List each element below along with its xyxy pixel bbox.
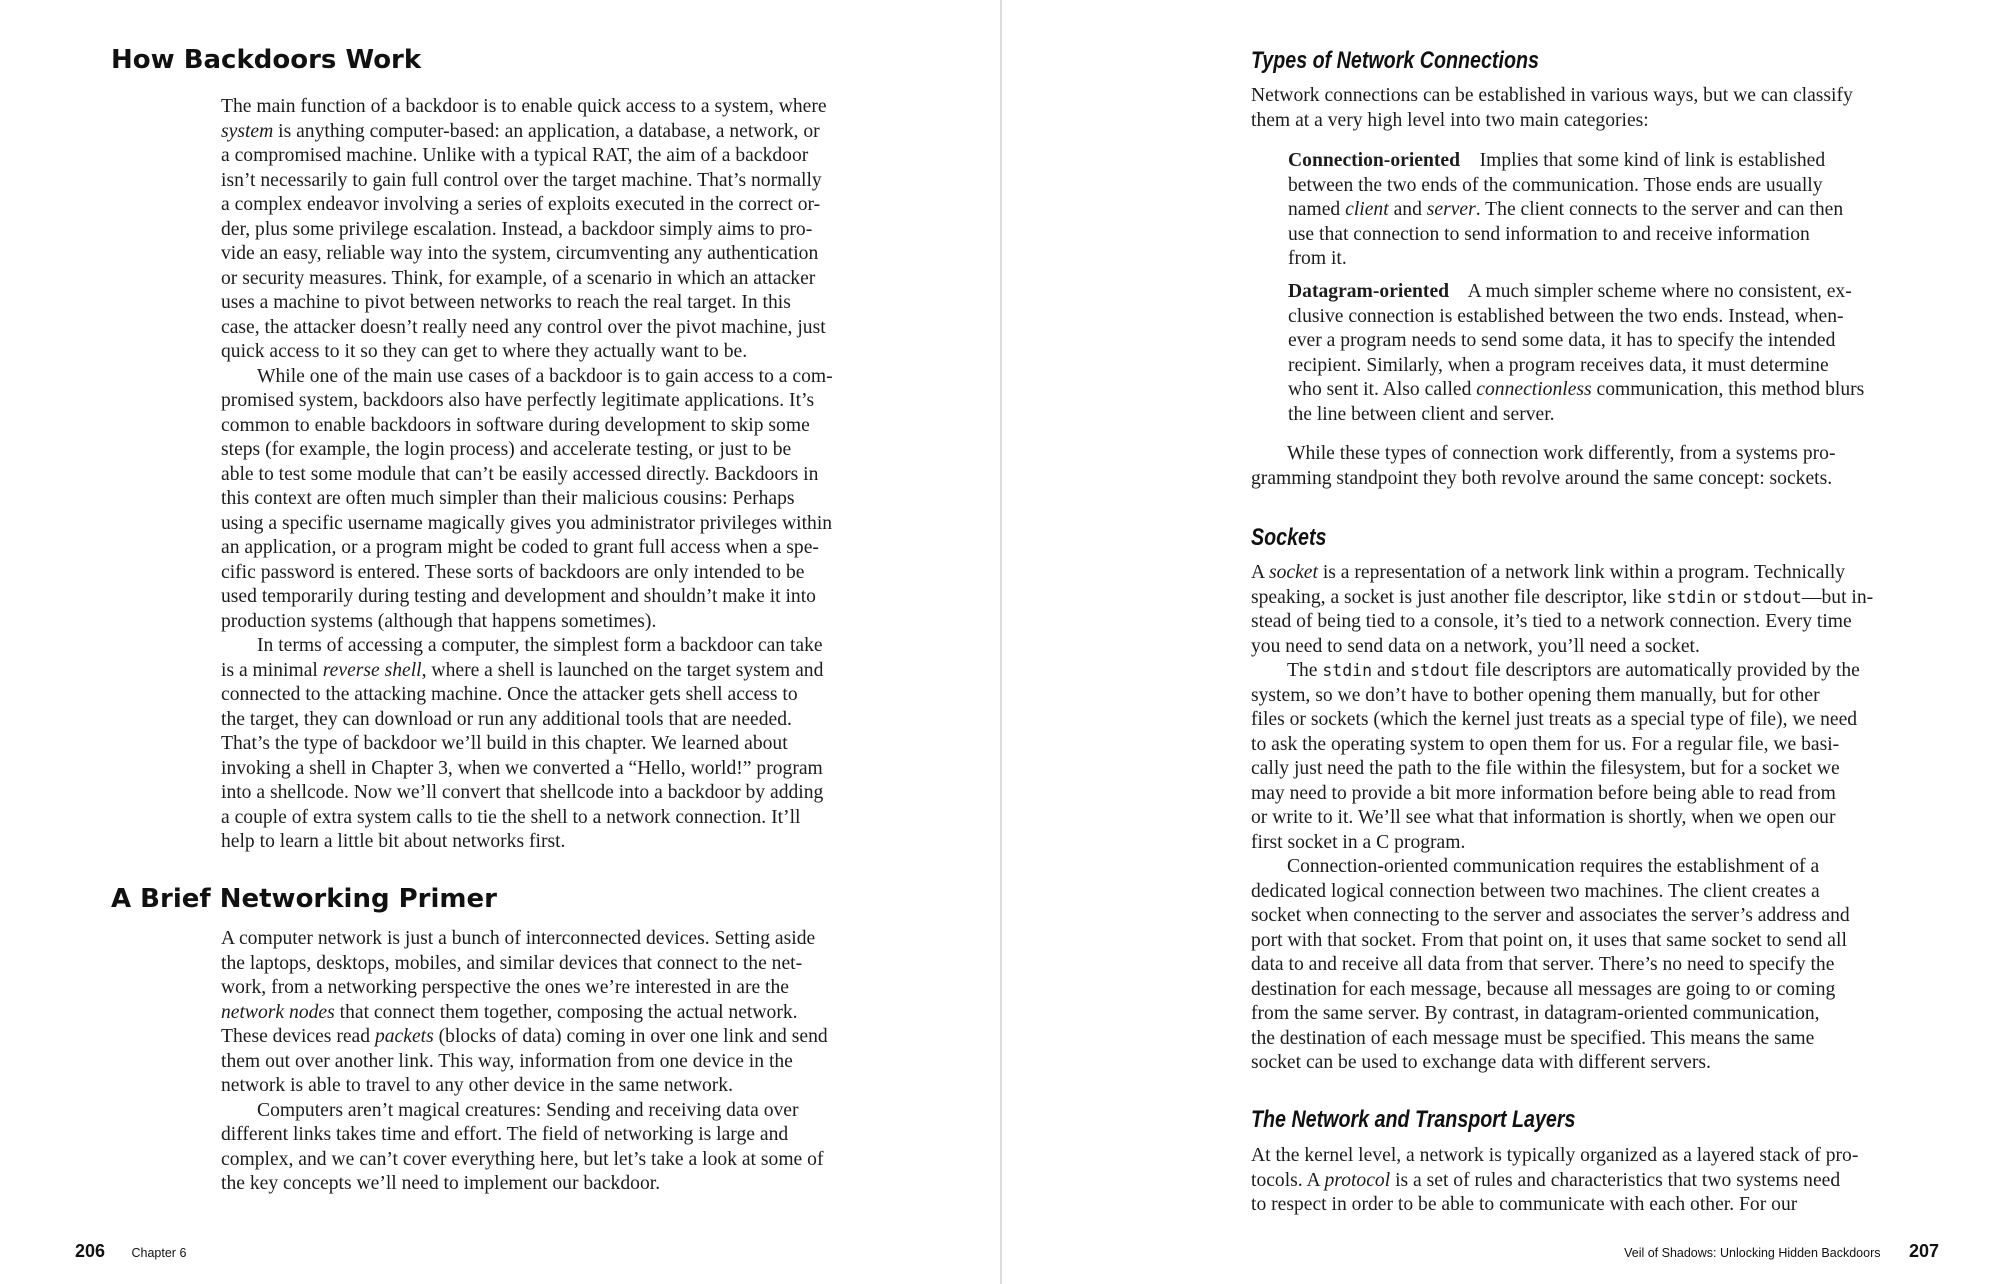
text-run: The main function of a backdoor is to enable quick access to a system, where <box>221 96 827 117</box>
text-line <box>221 585 833 610</box>
text-run: port with that socket. From that point on, it uses that same socket to send all <box>1251 929 1847 951</box>
text-run: the destination of each message must be specified. This means the same <box>1251 1027 1815 1049</box>
text-run: to respect in order to be able to communicate with each other. For our <box>1251 1194 1798 1215</box>
text-line <box>221 1074 828 1099</box>
text-run: , where a shell is launched on the target system and <box>421 659 824 681</box>
text-run: using a specific username magically gives you administrator privileges within <box>221 512 833 534</box>
definition-term: Connection-oriented <box>1288 150 1460 171</box>
emphasized-term: network nodes <box>221 1001 335 1023</box>
text-run: tocols. A <box>1251 1169 1325 1191</box>
text-run: able to test some module that can’t be easily accessed directly. Backdoors in <box>221 463 819 485</box>
text-run: you need to send data on a network, you’ll need a socket. <box>1251 635 1700 657</box>
section-heading-network-transport-layers: The Network and Transport Layers <box>1251 1106 1576 1133</box>
text-run: A <box>1251 562 1269 583</box>
text-run: communication, this method blurs <box>1591 379 1865 400</box>
text-line <box>1251 1144 1858 1169</box>
text-line <box>1251 978 1873 1003</box>
text-run: While these types of connection work differently, from a systems pro- <box>1287 443 1836 464</box>
text-run: isn’t necessarily to gain full control over the target machine. That’s normally <box>221 169 822 191</box>
text-run: Network connections can be established in various ways, but we can classify <box>1251 85 1853 106</box>
text-run: Computers aren’t magical creatures: Sending and receiving data over <box>257 1099 799 1121</box>
text-run: cally just need the path to the file within the filesystem, but for a socket we <box>1251 758 1840 779</box>
text-run: destination for each message, because all messages are going to or coming <box>1251 978 1836 1000</box>
text-line <box>221 95 833 120</box>
text-run: or security measures. Think, for example, of a scenario in which an attacker <box>221 267 816 289</box>
text-line <box>221 976 828 1001</box>
text-line <box>221 463 833 488</box>
text-run: dedicated logical connection between two machines. The client creates a <box>1251 880 1820 902</box>
text-line <box>1251 806 1873 831</box>
text-run: used temporarily during testing and development and shouldn’t make it into <box>221 586 816 607</box>
text-line <box>1251 929 1873 954</box>
emphasized-term: server <box>1426 199 1476 220</box>
section-body-sockets <box>1251 561 1873 1076</box>
text-run: or write to it. We’ll see what that information is shortly, when we open our <box>1251 807 1836 828</box>
text-line <box>221 659 833 684</box>
text-line <box>1251 1193 1858 1218</box>
text-line <box>221 952 828 977</box>
text-line <box>1288 354 1864 379</box>
text-line <box>1251 1051 1873 1076</box>
section-body-networking-primer <box>221 927 828 1197</box>
text-line <box>221 1123 828 1148</box>
text-line <box>1288 149 1843 174</box>
running-footer: Chapter 6 <box>131 1246 187 1260</box>
text-line <box>221 634 833 659</box>
text-line <box>1288 403 1864 428</box>
text-line <box>221 683 833 708</box>
text-line <box>221 365 833 390</box>
text-line <box>1251 610 1873 635</box>
text-line <box>1251 467 1835 492</box>
text-line <box>1251 84 1853 109</box>
text-run: from the same server. By contrast, in datagram-oriented communication, <box>1251 1003 1820 1024</box>
inline-code: stdout <box>1742 587 1802 607</box>
text-run: network is able to travel to any other device in the same network. <box>221 1075 733 1096</box>
text-line <box>1251 904 1873 929</box>
types-closing-paragraph <box>1251 442 1835 491</box>
text-run: use that connection to send information to and receive information <box>1288 223 1810 245</box>
text-run: invoking a shell in Chapter 3, when we converted a “Hello, world!” program <box>221 757 823 779</box>
text-run: is anything computer-based: an application, a database, a network, or <box>273 120 820 142</box>
text-line <box>221 487 833 512</box>
text-run: That’s the type of backdoor we’ll build in this chapter. We learned about <box>221 733 788 754</box>
text-run: . The client connects to the server and can then <box>1475 199 1844 220</box>
text-run: promised system, backdoors also have perfectly legitimate applications. It’s <box>221 390 815 411</box>
section-heading-types-of-connections: Types of Network Connections <box>1251 47 1539 74</box>
text-line <box>221 830 833 855</box>
text-run: help to learn a little bit about networks first. <box>221 831 566 852</box>
section-heading-how-backdoors-work: How Backdoors Work <box>111 45 422 75</box>
text-line <box>221 120 833 145</box>
section-heading-networking-primer: A Brief Networking Primer <box>111 884 497 914</box>
text-run: to ask the operating system to open them for us. For a regular file, we basi- <box>1251 733 1840 755</box>
text-run: socket when connecting to the server and associates the server’s address and <box>1251 905 1850 926</box>
text-run: them out over another link. This way, information from one device in the <box>221 1050 793 1072</box>
text-run: (blocks of data) coming in over one link and send <box>433 1026 828 1047</box>
inline-code: stdout <box>1410 661 1470 680</box>
text-line <box>1251 1002 1873 1027</box>
text-run: steps (for example, the login process) and accelerate testing, or just to be <box>221 439 792 460</box>
text-run: them at a very high level into two main categories: <box>1251 109 1649 131</box>
text-line <box>1288 223 1843 248</box>
text-line <box>221 291 833 316</box>
text-line <box>1288 305 1864 330</box>
text-run: A much simpler scheme where no consistent, ex- <box>1449 281 1852 302</box>
text-line <box>1251 733 1873 758</box>
text-run: speaking, a socket is just another file descriptor, like <box>1251 586 1667 608</box>
text-run: from it. <box>1288 248 1347 269</box>
page-number: 206 <box>75 1241 106 1261</box>
text-line <box>1288 198 1843 223</box>
text-line <box>1251 831 1873 856</box>
text-run: These devices read <box>221 1026 375 1047</box>
text-line <box>221 1050 828 1075</box>
text-run: gramming standpoint they both revolve around the same concept: sockets. <box>1251 467 1833 489</box>
text-line <box>1251 953 1873 978</box>
text-run: is a set of rules and characteristics that two systems need <box>1390 1169 1841 1191</box>
text-line <box>1288 247 1843 272</box>
text-run: case, the attacker doesn’t really need any control over the pivot machine, just <box>221 316 826 338</box>
text-run: der, plus some privilege escalation. Instead, a backdoor simply aims to pro- <box>221 218 813 240</box>
text-run: —but in- <box>1801 586 1874 608</box>
emphasized-term: reverse shell <box>322 659 422 681</box>
inline-code: stdin <box>1666 587 1717 607</box>
text-line <box>221 414 833 439</box>
text-line <box>1251 782 1873 807</box>
text-run: common to enable backdoors in software during development to skip some <box>221 414 810 436</box>
text-line <box>1251 109 1853 134</box>
text-line <box>221 781 833 806</box>
text-run: the key concepts we’ll need to implement our backdoor. <box>221 1173 661 1194</box>
section-body-network-transport-layers <box>1251 1144 1858 1218</box>
text-line <box>221 1099 828 1124</box>
text-line <box>1251 1169 1858 1194</box>
text-line <box>221 340 833 365</box>
text-line <box>221 267 833 292</box>
text-line <box>221 218 833 243</box>
text-line <box>1251 586 1873 611</box>
emphasized-term: socket <box>1268 562 1318 583</box>
text-line <box>221 1172 828 1197</box>
text-run: Implies that some kind of link is established <box>1459 150 1826 171</box>
section-heading-sockets: Sockets <box>1251 524 1327 551</box>
text-line <box>221 806 833 831</box>
text-run: an application, or a program might be coded to grant full access when a spe- <box>221 537 819 558</box>
text-run: file descriptors are automatically provided by the <box>1469 660 1860 681</box>
text-line <box>1288 329 1864 354</box>
text-line <box>1251 635 1873 660</box>
text-line <box>221 757 833 782</box>
text-run: is a minimal <box>221 659 323 681</box>
text-run: a couple of extra system calls to tie the shell to a network connection. It’ll <box>221 806 801 828</box>
text-run: complex, and we can’t cover everything here, but let’s take a look at some of <box>221 1148 824 1170</box>
text-run: While one of the main use cases of a backdoor is to gain access to a com- <box>257 365 833 387</box>
text-run: who sent it. Also called <box>1288 379 1477 400</box>
text-line <box>221 389 833 414</box>
text-run: is a representation of a network link within a program. Technically <box>1317 562 1846 583</box>
text-line <box>1251 684 1873 709</box>
text-run: cific password is entered. These sorts of backdoors are only intended to be <box>221 561 805 583</box>
page-number: 207 <box>1908 1241 1939 1261</box>
text-run: into a shellcode. Now we’ll convert that shellcode into a backdoor by adding <box>221 782 824 803</box>
text-run: may need to provide a bit more information before being able to read from <box>1251 782 1836 804</box>
text-run: connected to the attacking machine. Once the attacker gets shell access to <box>221 684 798 705</box>
text-run: the laptops, desktops, mobiles, and similar devices that connect to the net- <box>221 952 803 974</box>
inline-code: stdin <box>1322 661 1373 680</box>
text-line <box>1251 855 1873 880</box>
text-line <box>221 1001 828 1026</box>
text-run: A computer network is just a bunch of interconnected devices. Setting aside <box>221 928 816 949</box>
emphasized-term: connectionless <box>1476 379 1592 400</box>
section-body-how-backdoors-work <box>221 95 833 855</box>
text-line <box>1288 378 1864 403</box>
text-run: stead of being tied to a console, it’s tied to a network connection. Every time <box>1251 611 1852 632</box>
text-run: this context are often much simpler than their malicious cousins: Perhaps <box>221 488 795 509</box>
text-run: the target, they can download or run any additional tools that are needed. <box>221 708 792 730</box>
text-run: Connection-oriented communication requires the establishment of a <box>1287 856 1820 877</box>
emphasized-term: protocol <box>1324 1169 1391 1191</box>
text-run: first socket in a C program. <box>1251 831 1466 853</box>
text-line <box>221 242 833 267</box>
text-line <box>1251 880 1873 905</box>
text-run: or <box>1716 586 1743 608</box>
text-run: vide an easy, reliable way into the system, circumventing any authentication <box>221 243 819 264</box>
text-run: clusive connection is established between the two ends. Instead, when- <box>1288 305 1844 327</box>
text-line <box>1251 561 1873 586</box>
text-line <box>221 708 833 733</box>
text-run: ever a program needs to send some data, it has to specify the intended <box>1288 330 1836 351</box>
text-line <box>221 512 833 537</box>
text-run: socket can be used to exchange data with different servers. <box>1251 1052 1711 1073</box>
emphasized-term: client <box>1345 199 1389 220</box>
text-line <box>1251 442 1835 467</box>
definition-term: Datagram-oriented <box>1288 281 1450 302</box>
text-run: production systems (although that happens sometimes). <box>221 610 657 632</box>
left-page-footer <box>75 1241 186 1262</box>
text-run: named <box>1288 199 1346 220</box>
text-run: uses a machine to pivot between networks to reach the real target. In this <box>221 292 791 313</box>
text-line <box>221 610 833 635</box>
text-run: recipient. Similarly, when a program receives data, it must determine <box>1288 354 1829 376</box>
definition-datagram-oriented <box>1288 280 1864 427</box>
text-run: At the kernel level, a network is typically organized as a layered stack of pro- <box>1251 1145 1859 1166</box>
text-line <box>221 144 833 169</box>
definition-connection-oriented <box>1288 149 1843 272</box>
text-line <box>1251 708 1873 733</box>
text-line <box>1251 1027 1873 1052</box>
text-line <box>221 193 833 218</box>
text-run: and <box>1388 199 1427 220</box>
text-run: and <box>1372 660 1411 681</box>
text-run: different links takes time and effort. The field of networking is large and <box>221 1124 789 1145</box>
text-run: In terms of accessing a computer, the simplest form a backdoor can take <box>257 635 823 656</box>
text-run: a compromised machine. Unlike with a typical RAT, the aim of a backdoor <box>221 145 809 166</box>
text-line <box>221 169 833 194</box>
page-gutter <box>1000 0 1002 1284</box>
text-line <box>221 316 833 341</box>
emphasized-term: system <box>221 120 274 142</box>
text-run: a complex endeavor involving a series of exploits executed in the correct or- <box>221 194 821 215</box>
text-run: the line between client and server. <box>1288 403 1555 425</box>
text-run: between the two ends of the communication. Those ends are usually <box>1288 174 1823 196</box>
text-line <box>221 927 828 952</box>
text-run: quick access to it so they can get to where they actually want to be. <box>221 341 748 362</box>
text-line <box>221 561 833 586</box>
running-footer: Veil of Shadows: Unlocking Hidden Backdoors <box>1624 1246 1881 1260</box>
text-line <box>1288 280 1864 305</box>
text-run: that connect them together, composing the actual network. <box>334 1001 798 1023</box>
text-run: files or sockets (which the kernel just treats as a special type of file), we need <box>1251 709 1858 730</box>
text-run: work, from a networking perspective the ones we’re interested in are the <box>221 977 789 998</box>
text-line <box>1251 659 1873 684</box>
text-run: data to and receive all data from that server. There’s no need to specify the <box>1251 954 1835 975</box>
types-intro-paragraph <box>1251 84 1853 133</box>
text-line <box>221 732 833 757</box>
text-line <box>1251 757 1873 782</box>
right-page-footer <box>1624 1241 1939 1262</box>
text-line <box>221 1148 828 1173</box>
text-line <box>221 1025 828 1050</box>
text-line <box>221 438 833 463</box>
text-run: The <box>1287 660 1323 681</box>
left-page <box>0 0 1000 1284</box>
emphasized-term: packets <box>374 1026 434 1047</box>
text-run: system, so we don’t have to bother opening them manually, but for other <box>1251 684 1820 706</box>
right-page <box>1003 0 2002 1284</box>
text-line <box>221 536 833 561</box>
text-line <box>1288 174 1843 199</box>
